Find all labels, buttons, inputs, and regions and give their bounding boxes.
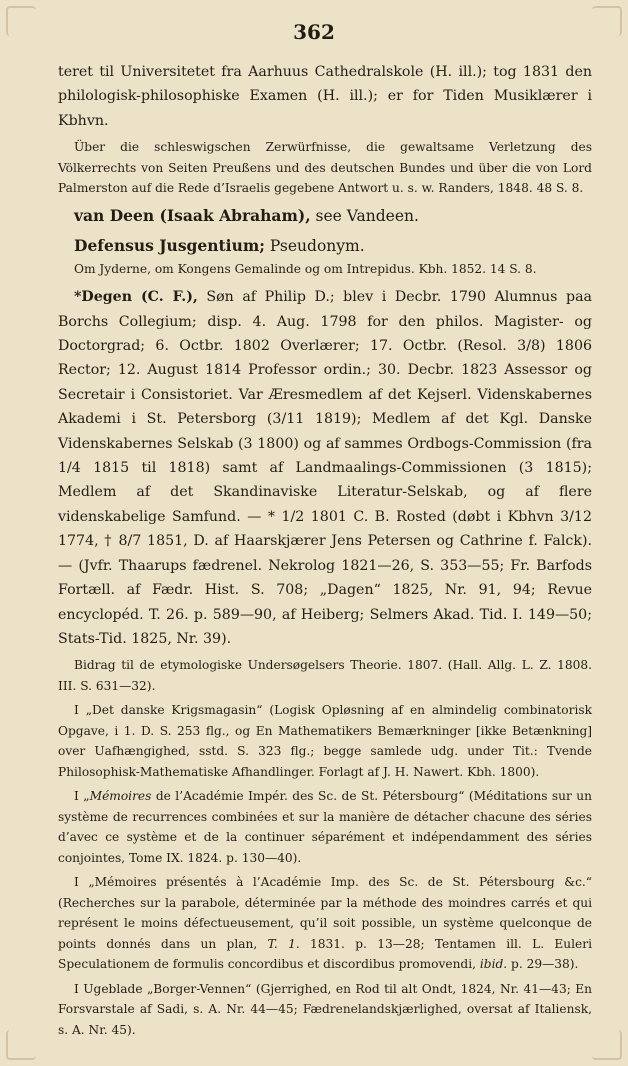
italic-title: Mémoires bbox=[89, 789, 152, 804]
italic-ref: T. 1. bbox=[267, 936, 300, 951]
entry-heading-van-deen bbox=[58, 203, 592, 229]
text-run: p. 29—38). bbox=[507, 957, 579, 972]
text-run: 1831. p. 13—28; Tentamen ill. L. Euleri Speculationem de formulis concordibus et discordibus promovendi, bbox=[58, 936, 592, 972]
entry-biography: Søn af Philip D.; blev i Decbr. 1790 Alumnus paa Borchs Collegium; disp. 4. Aug. 1798 for den philos. Magister- og Doctorgrad; 6. Octbr. 1802 Overlærer; 17. Octbr. (Resol. 3/8) 1806 Rector; 12. August 1814 Professor ordin.; 30. Decbr. 1823 Assessor og Secretair i Consistoriet. Var Æresmedlem af det Kejserl. Videnskabernes Akademi i St. Petersborg (3/11 1819); Medlem af det Kgl. Danske Videnskabernes Selskab (3 1800) og af sammes Ordbogs-Commission (fra 1/4 1815 til 1818) samt af Landmaalings-Commissionen (3 1815); Medlem af det Skandinaviske Literatur-Selskab, og af flere videnskabelige Samfund. — * 1/2 1801 C. B. Rosted (døbt i Kbhvn 3/12 1774, † 8/7 1851, D. af Haarskjærer Jens Petersen og Cathrine f. Falck). — (Jvfr. Thaarups fædrenel. Nekrolog 1821—26, S. 353—55; Fr. Barfods Fortæll. af Fædr. Hist. S. 708; „Dagen“ 1825, Nr. 91, 94; Revue encyclopéd. T. 26. p. 589—90, af Heiberg; Selmers Akad. Tid. I. 149—50; Stats-Tid. 1825, Nr. 39). bbox=[58, 289, 592, 647]
entry-degen bbox=[58, 285, 592, 651]
text-run: I „ bbox=[74, 789, 90, 804]
cross-reference: see Vandeen. bbox=[310, 206, 419, 225]
page-number: 362 bbox=[293, 20, 335, 44]
bibliography-entry: I Ugeblade „Borger-Vennen“ (Gjerrighed, en Rod til alt Ondt, 1824, Nr. 41—43; En Forsvarstale af Sadi, s. A. Nr. 44—45; Fædrenelandskjærlighed, oversat af Italiensk, s. A. Nr. 45). bbox=[58, 981, 592, 1037]
bibliography-entry: I „Det danske Krigsmagasin“ (Logisk Opløsning af en almindelig combinatorisk Opgave, i 1. D. S. 253 flg., og En Mathematikers Bemærkninger [ikke Betænkning] over Uafhængighed, sstd. S. 323 flg.; begge samlede udg. under Tit.: Tvende Philosophisk-Mathematiske Afhandlinger. Forlagt af J. H. Nawert. Kbh. 1800). bbox=[58, 703, 592, 779]
entry-continuation: teret til Universitetet fra Aarhuus Cathedralskole (H. ill.); tog 1831 den philologisk-philosophiske Examen (H. ill.); er for Tiden Musiklærer i Kbhvn. bbox=[58, 64, 592, 129]
page-content bbox=[58, 60, 592, 1040]
bibliography-entry: Om Jyderne, om Kongens Gemalinde og om Intrepidus. Kbh. 1852. 14 S. 8. bbox=[74, 261, 537, 276]
entry-name: van Deen (Isaak Abraham), bbox=[74, 205, 311, 225]
text-run: I „Mémoires présentés à l’Académie Imp. des Sc. de St. Pétersbourg &c.“ (Recherches sur la parabole, déterminée par la méthode des moindres carrés et qui représent le moins défectueusement, qu’il soit possible, un système quelconque de points donnés dans un plan, bbox=[58, 875, 592, 951]
italic-ref: ibid. bbox=[479, 957, 508, 972]
entry-heading-defensus bbox=[58, 233, 592, 259]
entry-note: Pseudonym. bbox=[264, 236, 365, 255]
page-corner-mark bbox=[592, 1030, 622, 1060]
bibliography-entry bbox=[58, 786, 592, 868]
bibliography-entry: Über die schleswigschen Zerwürfnisse, die gewaltsame Verletzung des Völkerrechts von Seiten Preußens und des deutschen Bundes und über die von Lord Palmerston auf die Rede d’Israelis gegebene Antwort u. s. w. Randers, 1848. 48 S. 8. bbox=[58, 140, 592, 196]
bibliography-entry: Bidrag til de etymologiske Undersøgelsers Theorie. 1807. (Hall. Allg. L. Z. 1808. III. S. 631—32). bbox=[58, 658, 592, 693]
entry-name: Defensus Jusgentium; bbox=[74, 235, 265, 255]
bibliography-entry bbox=[58, 872, 592, 975]
page-corner-mark bbox=[6, 1030, 36, 1060]
entry-name: *Degen (C. F.), bbox=[74, 289, 198, 306]
text-run: de l’Académie Impér. des Sc. de St. Pétersbourg“ (Méditations sur un système de recurrences combinées et sur la manière de détacher chacune des séries d’avec ce système et de la continuer séparément et indépendamment des séries conjointes, Tome IX. 1824. p. 130—40). bbox=[58, 789, 592, 865]
